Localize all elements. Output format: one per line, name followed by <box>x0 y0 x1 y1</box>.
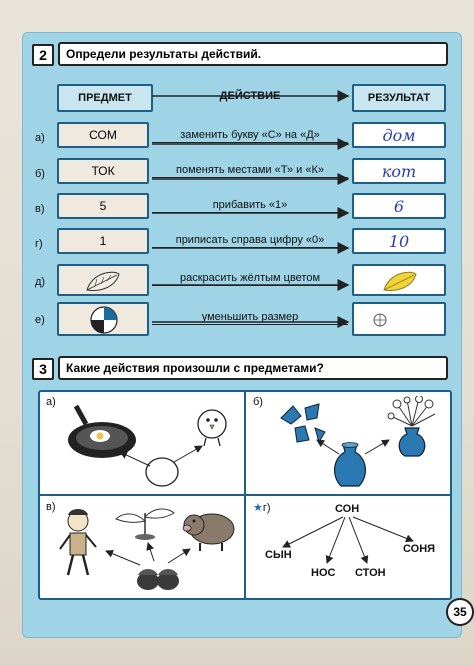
row-g-answer: 10 <box>388 232 410 251</box>
quadrant-v-arrows <box>40 497 243 598</box>
quadrant-v <box>40 497 243 598</box>
task-2-title: Определи результаты действий. <box>58 42 448 66</box>
row-a-result[interactable] <box>352 122 446 148</box>
row-d-item <box>57 264 149 296</box>
row-e-item <box>57 302 149 336</box>
row-b-answer: кот <box>381 162 417 181</box>
task-3-number: 3 <box>32 358 54 380</box>
row-g-label: г) <box>35 238 43 250</box>
quadrant-g-letter: г) <box>262 502 271 514</box>
task-3-title: Какие действия произошли с предметами? <box>58 356 448 380</box>
header-action-label: ДЕЙСТВИЕ <box>219 90 281 102</box>
quadrant-a <box>40 392 243 493</box>
row-d-label: д) <box>35 276 46 288</box>
row-b-label: б) <box>35 168 45 180</box>
row-d-action: раскрасить жёлтым цветом <box>152 271 348 286</box>
row-b-action: поменять местами «Т» и «К» <box>152 163 348 178</box>
quadrant-b-label: б) <box>253 396 263 408</box>
quadrant-a-label: а) <box>46 396 56 408</box>
row-v-item: 5 <box>57 193 149 219</box>
quadrant-b-arrows <box>247 392 450 493</box>
quadrant-v-label: в) <box>46 501 56 513</box>
page-number: 35 <box>446 598 474 626</box>
row-a-action: заменить букву «С» на «Д» <box>152 128 348 143</box>
word-1: СЫН <box>265 549 292 561</box>
task-3-pictures <box>38 390 452 600</box>
row-a-item: СОМ <box>57 122 149 148</box>
row-b-item: ТОК <box>57 158 149 184</box>
word-4: СОНЯ <box>403 543 436 555</box>
ball-icon <box>89 305 119 335</box>
task-2-number: 2 <box>32 44 54 66</box>
quadrant-g <box>247 497 450 598</box>
row-v-answer: 6 <box>393 197 405 216</box>
leaf-icon <box>83 268 123 294</box>
row-v-result[interactable] <box>352 193 446 219</box>
row-e-action: уменьшить размер <box>152 310 348 325</box>
word-center: СОН <box>335 503 360 515</box>
word-2: НОС <box>311 567 336 579</box>
quadrant-a-arrows <box>40 392 243 493</box>
row-g-action: приписать справа цифру «0» <box>152 233 348 248</box>
quadrant-g-arrows <box>247 497 450 598</box>
row-v-action: прибавить «1» <box>152 198 348 213</box>
row-a-label: а) <box>35 132 45 144</box>
small-ball-icon <box>372 312 388 328</box>
star-icon: ★ <box>253 502 263 514</box>
yellow-leaf-icon <box>380 268 420 294</box>
row-d-result[interactable] <box>352 264 446 296</box>
quadrant-b <box>247 392 450 493</box>
header-result: РЕЗУЛЬТАТ <box>352 84 446 112</box>
row-e-result[interactable] <box>352 302 446 336</box>
row-g-result[interactable] <box>352 228 446 254</box>
row-v-label: в) <box>35 203 45 215</box>
row-e-label: е) <box>35 314 45 326</box>
row-g-item: 1 <box>57 228 149 254</box>
header-item: ПРЕДМЕТ <box>57 84 153 112</box>
row-b-result[interactable] <box>352 158 446 184</box>
word-3: СТОН <box>355 567 386 579</box>
row-a-answer: дом <box>382 126 416 145</box>
